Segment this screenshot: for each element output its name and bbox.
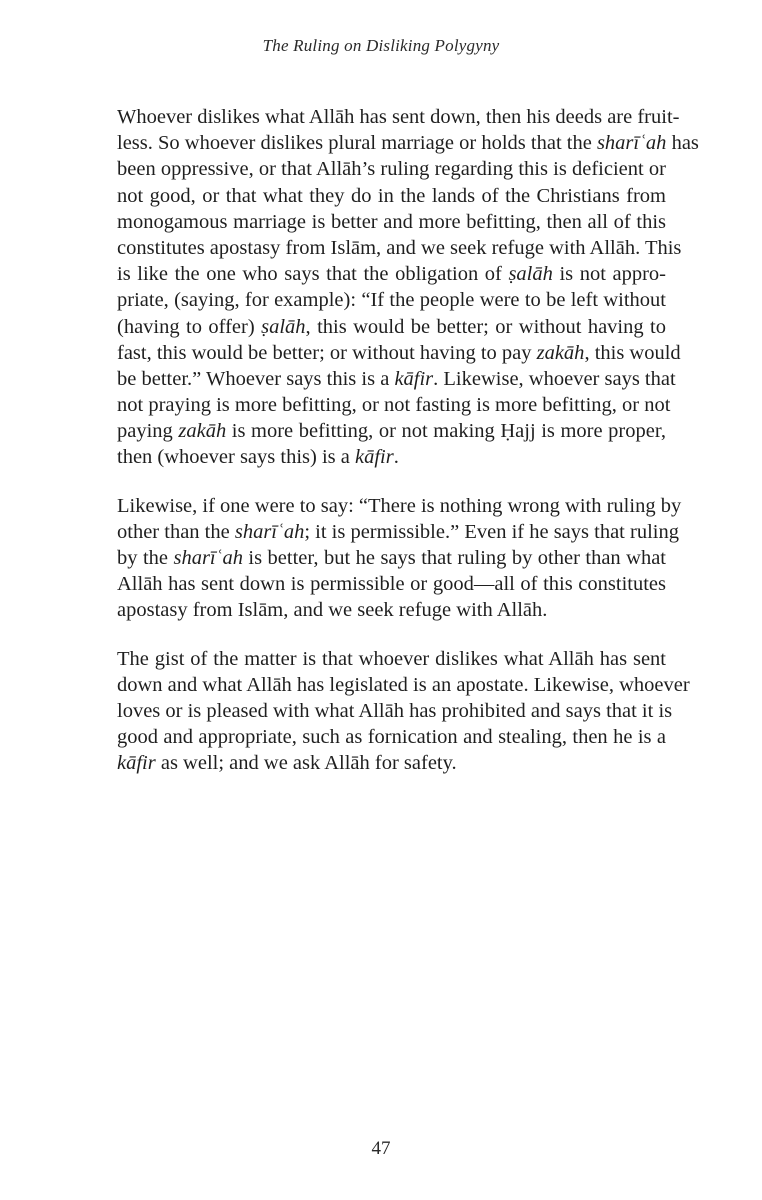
text-line bbox=[117, 209, 666, 235]
text-run: is not appro- bbox=[552, 263, 666, 286]
text-run: constitutes apostasy from Islām, and we seek refuge with Allāh. This bbox=[117, 236, 682, 259]
text-run: be better.” Whoever says this is a bbox=[117, 367, 395, 390]
text-line bbox=[117, 493, 682, 519]
italic-term: zakāh bbox=[536, 341, 585, 364]
text-line bbox=[117, 287, 666, 313]
text-run: . Likewise, whoever says that bbox=[433, 367, 676, 390]
text-run: then (whoever says this) is a bbox=[117, 446, 355, 469]
text-line bbox=[117, 130, 699, 156]
text-run: paying bbox=[117, 420, 179, 443]
text-line bbox=[117, 340, 681, 366]
text-line bbox=[117, 235, 682, 261]
text-run: apostasy from Islām, and we seek refuge with Allāh. bbox=[117, 599, 548, 622]
italic-term: sharīʿah bbox=[234, 520, 305, 543]
text-run: . bbox=[393, 446, 399, 469]
running-head: The Ruling on Disliking Polygyny bbox=[262, 36, 500, 55]
text-run: not good, or that what they do in the lands of the Christians from bbox=[117, 184, 666, 207]
text-run: monogamous marriage is better and more befitting, then all of this bbox=[117, 210, 666, 233]
text-run: ; it is permissible.” Even if he says that ruling bbox=[304, 520, 679, 543]
text-run: (having to offer) bbox=[117, 315, 262, 338]
paragraph bbox=[117, 104, 699, 471]
text-run: is like the one who says that the obligation of bbox=[117, 263, 509, 286]
italic-term: kāfir bbox=[117, 752, 156, 775]
italic-term: zakāh bbox=[178, 420, 227, 443]
text-run: Allāh has sent down is permissible or good—all of this constitutes bbox=[117, 573, 666, 596]
text-run: less. So whoever dislikes plural marriage or holds that the bbox=[117, 132, 597, 155]
text-run: , this would bbox=[584, 341, 681, 364]
text-run: been oppressive, or that Allāh’s ruling regarding this is deficient or bbox=[117, 158, 666, 181]
italic-term: kāfir bbox=[354, 446, 394, 469]
italic-term: ṣalāh bbox=[261, 315, 306, 338]
text-run: by the bbox=[117, 547, 174, 569]
text-run: down and what Allāh has legislated is an apostate. Likewise, whoever bbox=[117, 673, 690, 696]
text-line bbox=[117, 545, 666, 571]
text-line bbox=[117, 750, 666, 776]
text-run: fast, this would be better; or without having to pay bbox=[117, 341, 537, 364]
text-line bbox=[117, 672, 690, 698]
italic-term: sharīʿah bbox=[596, 132, 667, 155]
text-line bbox=[117, 444, 666, 470]
text-run: is better, but he says that ruling by other than what bbox=[242, 547, 666, 569]
text-line bbox=[117, 698, 673, 724]
italic-term: kāfir bbox=[394, 367, 434, 390]
text-run: other than the bbox=[117, 520, 235, 543]
text-line bbox=[117, 597, 666, 623]
text-line bbox=[117, 571, 666, 597]
text-line bbox=[117, 314, 666, 340]
italic-term: ṣalāh bbox=[508, 263, 553, 286]
text-run: is more befitting, or not making Ḥajj is more proper, bbox=[226, 420, 666, 443]
text-run: good and appropriate, such as fornication and stealing, then he is a bbox=[117, 726, 666, 749]
body-text bbox=[117, 104, 699, 799]
italic-term: sharīʿah bbox=[173, 547, 243, 569]
text-line bbox=[117, 392, 671, 418]
text-run: not praying is more befitting, or not fasting is more befitting, or not bbox=[117, 394, 671, 417]
text-run: as well; and we ask Allāh for safety. bbox=[155, 752, 457, 775]
text-line bbox=[117, 156, 666, 182]
text-run: , this would be better; or without having to bbox=[305, 315, 666, 338]
text-run: Likewise, if one were to say: “There is nothing wrong with ruling by bbox=[117, 494, 682, 517]
page-number: 47 bbox=[371, 1138, 391, 1159]
text-run: has bbox=[666, 132, 699, 155]
text-line bbox=[117, 519, 679, 545]
paragraph bbox=[117, 493, 682, 624]
text-line bbox=[117, 724, 666, 750]
paragraph bbox=[117, 646, 690, 777]
text-line bbox=[117, 261, 666, 287]
text-run: loves or is pleased with what Allāh has prohibited and says that it is bbox=[117, 699, 673, 722]
text-line bbox=[117, 418, 666, 444]
text-line bbox=[117, 104, 680, 130]
text-line bbox=[117, 183, 666, 209]
text-run: The gist of the matter is that whoever dislikes what Allāh has sent bbox=[117, 647, 666, 670]
text-run: priate, (saying, for example): “If the people were to be left without bbox=[117, 289, 666, 312]
text-run: Whoever dislikes what Allāh has sent down, then his deeds are fruit- bbox=[117, 106, 680, 128]
text-line bbox=[117, 646, 666, 672]
text-line bbox=[117, 366, 676, 392]
